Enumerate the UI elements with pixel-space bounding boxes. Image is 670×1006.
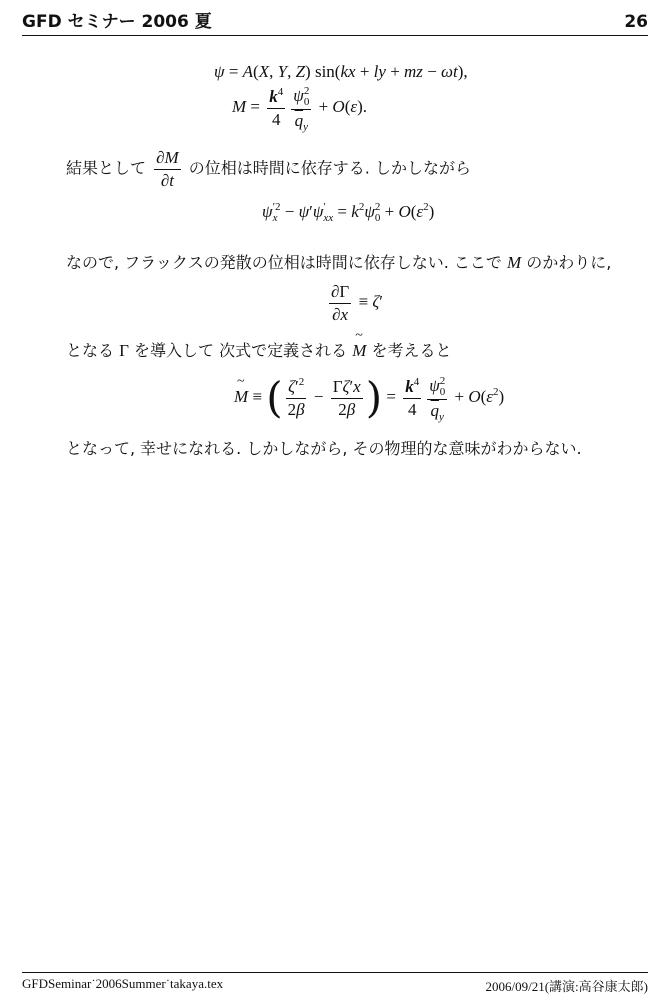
p3-text-mid: を導入して 次式で定義される (134, 341, 348, 360)
equation-M-tilde: M ~ ≡ ( $\frac{\zeta'^2}{2\beta}$ − $\frac{\Gamma\zeta'x}{2\beta}$ ) = $\frac{k^4}{4}$ ψ 2 0 $\overline{q}_y$ + $O(\varepsilon^2)$ (234, 376, 504, 421)
p2-text: なので, フラックスの発散の位相は時間に依存しない. ここで (66, 253, 502, 272)
footer-file: GFDSeminar˙2006Summer˙takaya.tex (22, 976, 224, 991)
paragraph-3: となる Γ を導入して 次式で定義される M ~ を考えると (66, 338, 452, 361)
page-number: 26 (624, 12, 648, 32)
footer-rule (22, 972, 648, 973)
equation-gamma: $\frac{\partial\Gamma}{\partial x}$ ≡ ζ′ (331, 282, 383, 324)
p3-text-after: を考えると (371, 341, 452, 360)
page-footer (22, 976, 648, 995)
p1-text-before: 結果として (66, 158, 147, 178)
footer-date-author: 2006/09/21(講演:高谷康太郎) (485, 979, 648, 994)
equation-flux: ψ ′2 x − ψ′ψ ′ xx = $k^2\psi$ 2 0 + $O(\varepsilon^2)$ (262, 201, 435, 225)
paragraph-4 (66, 436, 582, 459)
paragraph-1 (66, 148, 471, 190)
equation-M: M = $\frac{k^4}{4}$ ψ 2 0 $\overline{q}_y$ + O(ε). (232, 85, 367, 134)
header-title: GFD セミナー 2006 夏 (22, 12, 212, 32)
equation-psi: ψ = A(X, Y, Z) sin(kx + ly + mz − ωt), (214, 62, 468, 81)
p2-text-after: のかわりに, (526, 253, 612, 272)
page-header (22, 8, 648, 32)
p1-text-after: の位相は時間に依存する. しかしながら (188, 158, 471, 178)
paragraph-2: なので, フラックスの発散の位相は時間に依存しない. ここで M のかわりに, (66, 253, 612, 272)
p3-text-before: となる (66, 341, 115, 360)
p4-text: となって, 幸せになれる. しかしながら, その物理的な意味がわからない. (66, 439, 582, 458)
dM-dt-fraction: $\frac{\partial M}{\partial t}$ (156, 148, 179, 190)
header-rule (22, 35, 648, 36)
